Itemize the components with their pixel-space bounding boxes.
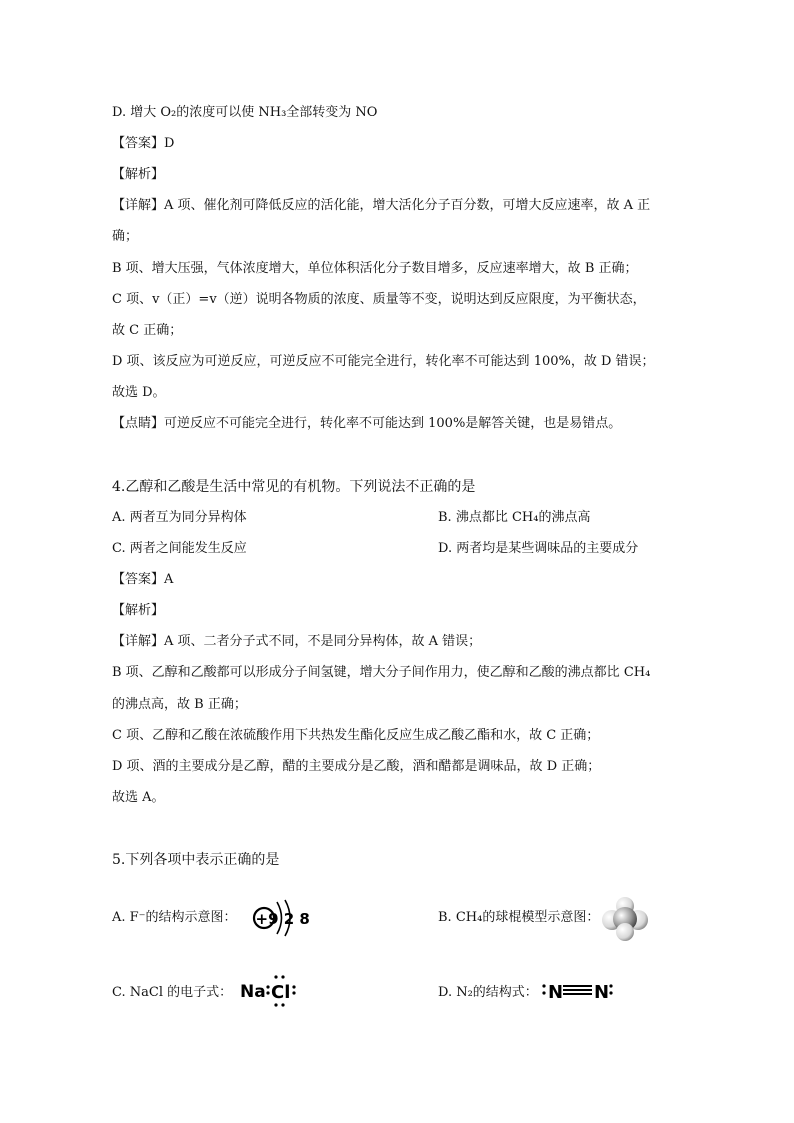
q4-detail-3: 的沸点高，故 B 正确； [112,697,247,712]
q3-detail-5: 故 C 正确； [112,323,183,338]
q4-option-c: C. 两者之间能发生反应 [112,541,247,556]
q5-stem: 5.下列各项中表示正确的是 [112,852,280,868]
q3-detail-2: 确； [112,229,139,244]
chlorine-symbol: Cl [271,982,291,1003]
q5-option-d: D. N₂的结构式： [438,985,538,1000]
formula-text: N≡N [540,975,543,976]
sodium-symbol: Na [240,982,266,1002]
q5-option-c: C. NaCl 的电子式： [112,985,233,1000]
q4-detail-4: C 项、乙醇和乙酸在浓硫酸作用下共热发生酯化反应生成乙酸乙酯和水，故 C 正确； [112,728,600,743]
q4-analysis-heading: 【解析】 [112,603,165,618]
q4-option-d: D. 两者均是某些调味品的主要成分 [438,541,639,556]
q4-detail-1: 【详解】A 项、二者分子式不同，不是同分异构体，故 A 错误； [112,634,482,649]
q3-detail-7: 故选 D。 [112,385,166,400]
q3-detail-3: B 项、增大压强，气体浓度增大，单位体积活化分子数目增多，反应速率增大，故 B 正确； [112,261,638,276]
q3-tip: 【点睛】可逆反应不可能完全进行，转化率不可能达到 100%是解答关键，也是易错点。 [112,416,622,431]
q5-option-a: A. F⁻的结构示意图： [112,910,237,925]
q3-analysis-heading: 【解析】 [112,167,165,182]
q4-stem: 4.乙醇和乙酸是生活中常见的有机物。下列说法不正确的是 [112,479,476,495]
q4-option-a: A. 两者互为同分异构体 [112,510,247,525]
methane-ball-and-stick-model [594,896,656,942]
fluoride-ion-structure-diagram [250,896,310,940]
q4-answer: 【答案】A [112,572,174,587]
q3-answer: 【答案】D [112,136,175,151]
q3-option-d: D. 增大 O₂的浓度可以使 NH₃全部转变为 NO [112,105,378,120]
nucleus-charge-and-shells: +9 2 8 [255,910,310,928]
q5-option-b: B. CH₄的球棍模型示意图： [438,910,600,925]
q4-option-b: B. 沸点都比 CH₄的沸点高 [438,510,591,525]
q4-detail-5: D 项、酒的主要成分是乙醇，醋的主要成分是乙酸，酒和醋都是调味品，故 D 正确； [112,759,601,774]
nitrogen-left-symbol: N [548,982,564,1003]
q3-detail-6: D 项、该反应为可逆反应，可逆反应不可能完全进行，转化率不可能达到 100%，故 D 错误； [112,354,655,369]
q4-detail-2: B 项、乙醇和乙酸都可以形成分子间氢键，增大分子间作用力，使乙醇和乙酸的沸点都比 CH₄ [112,665,651,680]
q3-detail-4: C 项、v（正）=v（逆）说明各物质的浓度、质量等不变，说明达到反应限度，为平衡状态， [112,292,646,307]
nitrogen-right-symbol: N [594,982,610,1003]
q4-detail-6: 故选 A。 [112,790,165,805]
q3-detail-1: 【详解】A 项、催化剂可降低反应的活化能，增大活化分子百分数，可增大反应速率，故 A 正 [112,198,651,213]
nitrogen-structural-formula [540,974,620,1006]
sodium-chloride-electron-formula [238,972,302,1008]
